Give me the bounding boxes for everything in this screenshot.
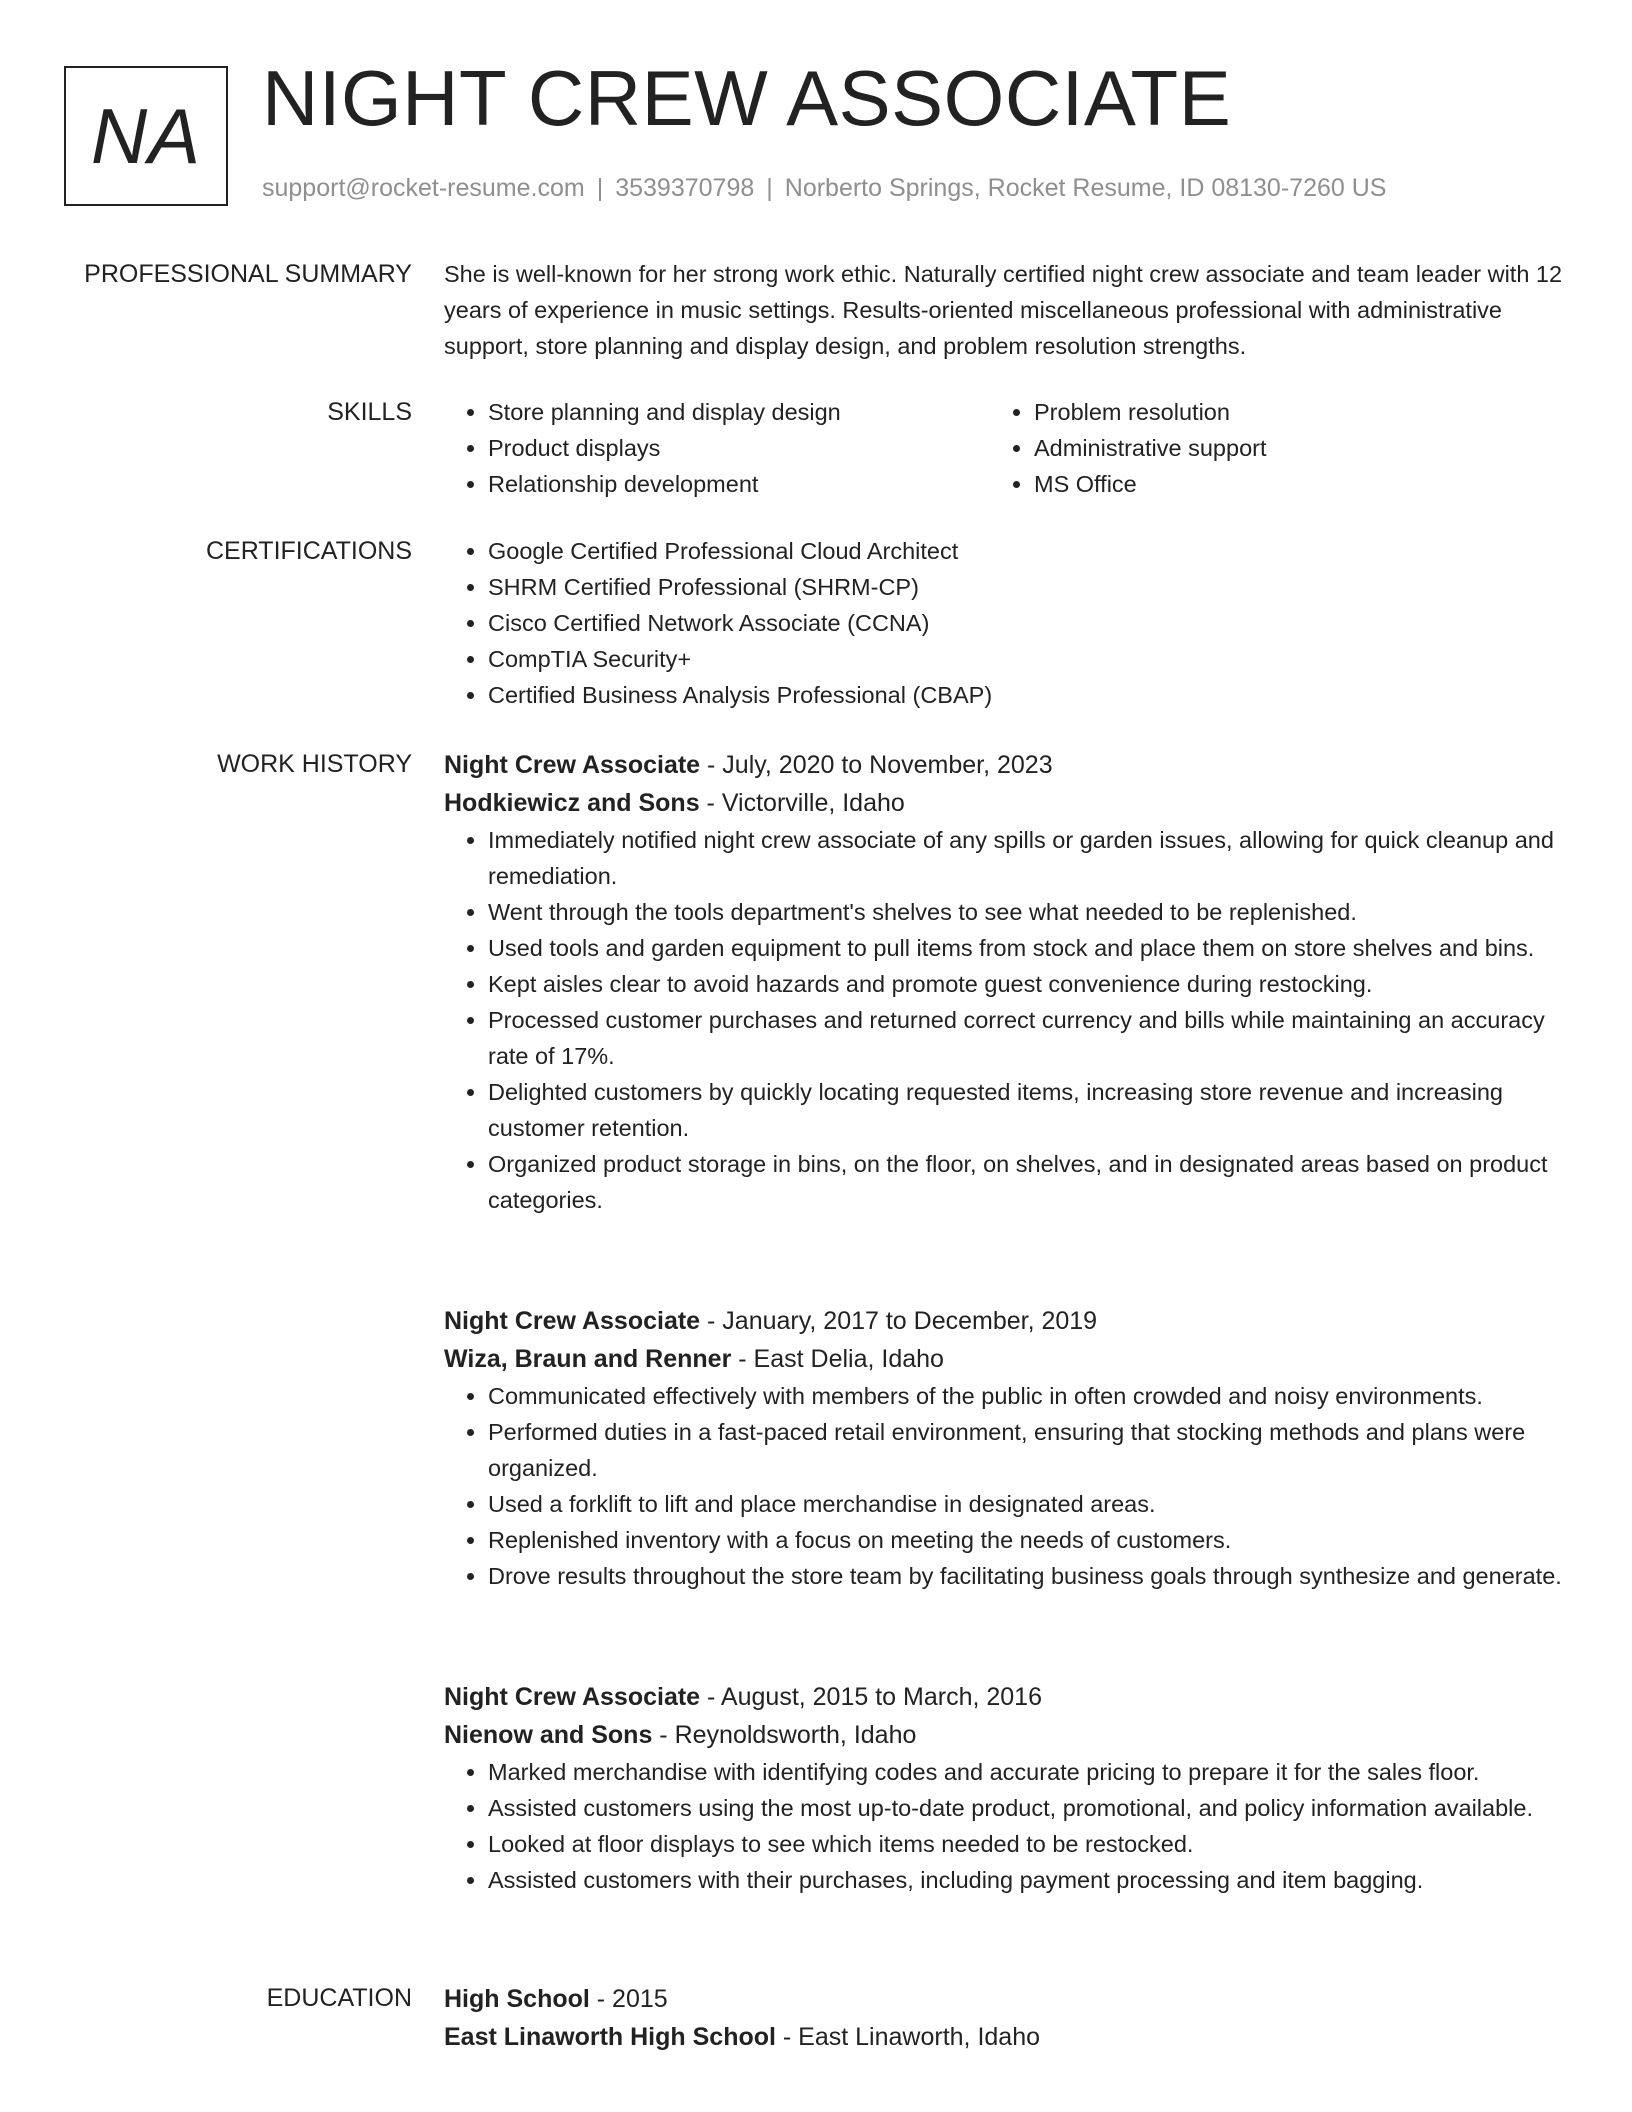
initials-text: NA — [90, 91, 202, 180]
job-dates: - August, 2015 to March, 2016 — [700, 1683, 1042, 1711]
list-item: • MS Office — [1034, 466, 1536, 502]
list-item: • Delighted customers by quickly locating requested items, increasing store revenue and increasing customer retention. — [488, 1074, 1566, 1146]
list-item: • Kept aisles clear to avoid hazards and promote guest convenience during restocking. — [488, 966, 1566, 1002]
skills-grid — [444, 394, 1566, 502]
job-employer-line — [444, 1340, 1566, 1378]
page-title: NIGHT CREW ASSOCIATE — [262, 54, 1232, 142]
job-dates: - January, 2017 to December, 2019 — [700, 1307, 1098, 1335]
job-title-line — [444, 1302, 1566, 1340]
list-item: • Google Certified Professional Cloud Architect — [488, 533, 1566, 569]
job-title-line — [444, 746, 1566, 784]
list-item: • Product displays — [488, 430, 990, 466]
skills-list-right — [990, 394, 1536, 502]
job-employer-line — [444, 784, 1566, 822]
job-employer: Nienow and Sons — [444, 1721, 653, 1749]
job-dates: - July, 2020 to November, 2023 — [700, 751, 1053, 779]
contact-address: Norberto Springs, Rocket Resume, ID 08130-7260 US — [784, 174, 1387, 202]
contact-email[interactable]: support@rocket-resume.com — [262, 174, 585, 202]
education-year: - 2015 — [589, 1985, 668, 2013]
list-item: • Processed customer purchases and returned correct currency and bills while maintaining an accuracy rate of 17%. — [488, 1002, 1566, 1074]
list-item: • Assisted customers using the most up-to-date product, promotional, and policy information available. — [488, 1790, 1566, 1826]
education-location: - East Linaworth, Idaho — [775, 2023, 1041, 2051]
certifications-body — [444, 533, 1566, 713]
list-item: • Problem resolution — [1034, 394, 1536, 430]
contact-phone[interactable]: 3539370798 — [615, 174, 755, 202]
list-item: • Administrative support — [1034, 430, 1536, 466]
list-item: • SHRM Certified Professional (SHRM-CP) — [488, 569, 1566, 605]
summary-heading: PROFESSIONAL SUMMARY — [84, 260, 412, 288]
list-item: • Went through the tools department's shelves to see what needed to be replenished. — [488, 894, 1566, 930]
job-title-line — [444, 1678, 1566, 1716]
job-location: - East Delia, Idaho — [731, 1345, 944, 1373]
job-bullets — [444, 1754, 1566, 1898]
summary-text: She is well-known for her strong work ethic. Naturally certified night crew associate and team leader with 12 years of experience in music settings. Results-oriented miscellaneous professional with administrative support, store planning and display design, and problem resolution strengths. — [444, 261, 1563, 359]
job-bullets — [444, 1378, 1566, 1594]
job-location: - Victorville, Idaho — [699, 789, 905, 817]
list-item: • Marked merchandise with identifying codes and accurate pricing to prepare it for the sales floor. — [488, 1754, 1566, 1790]
list-item: • Drove results throughout the store team by facilitating business goals through synthesize and generate. — [488, 1558, 1566, 1594]
list-item: • Performed duties in a fast-paced retail environment, ensuring that stocking methods and plans were organized. — [488, 1414, 1566, 1486]
education-heading: EDUCATION — [266, 1984, 412, 2012]
education-body — [444, 1980, 1566, 2056]
certifications-heading: CERTIFICATIONS — [205, 537, 412, 565]
initials-monogram — [64, 66, 228, 206]
contact-line — [262, 174, 1386, 203]
job-employer-line — [444, 1716, 1566, 1754]
list-item: • Used tools and garden equipment to pull items from stock and place them on store shelves and bins. — [488, 930, 1566, 966]
contact-separator: | — [766, 174, 773, 202]
list-item: • CompTIA Security+ — [488, 641, 1566, 677]
job-title: Night Crew Associate — [444, 1683, 701, 1711]
list-item: • Certified Business Analysis Professional (CBAP) — [488, 677, 1566, 713]
job-body — [444, 1302, 1566, 1594]
list-item: • Used a forklift to lift and place merchandise in designated areas. — [488, 1486, 1566, 1522]
job-employer: Hodkiewicz and Sons — [444, 789, 700, 817]
education-school: East Linaworth High School — [444, 2023, 776, 2051]
job-title: Night Crew Associate — [444, 751, 701, 779]
education-school-line — [444, 2018, 1566, 2056]
job-body — [444, 1678, 1566, 1898]
education-degree: High School — [444, 1985, 590, 2013]
certifications-list — [444, 533, 1566, 713]
list-item: • Store planning and display design — [488, 394, 990, 430]
education-degree-line — [444, 1980, 1566, 2018]
list-item: • Immediately notified night crew associate of any spills or garden issues, allowing for quick cleanup and remediation. — [488, 822, 1566, 894]
job-employer: Wiza, Braun and Renner — [444, 1345, 732, 1373]
list-item: • Looked at floor displays to see which items needed to be restocked. — [488, 1826, 1566, 1862]
list-item: • Relationship development — [488, 466, 990, 502]
job-location: - Reynoldsworth, Idaho — [652, 1721, 917, 1749]
work-history-heading: WORK HISTORY — [217, 750, 412, 778]
job-title: Night Crew Associate — [444, 1307, 701, 1335]
list-item: • Communicated effectively with members of the public in often crowded and noisy environments. — [488, 1378, 1566, 1414]
list-item: • Replenished inventory with a focus on meeting the needs of customers. — [488, 1522, 1566, 1558]
job-body — [444, 746, 1566, 1218]
list-item: • Cisco Certified Network Associate (CCNA) — [488, 605, 1566, 641]
skills-list-left — [444, 394, 990, 502]
contact-separator: | — [596, 174, 604, 202]
job-bullets — [444, 822, 1566, 1218]
skills-heading: SKILLS — [327, 398, 412, 426]
list-item: • Assisted customers with their purchases, including payment processing and item bagging. — [488, 1862, 1566, 1898]
list-item: • Organized product storage in bins, on the floor, on shelves, and in designated areas based on product categories. — [488, 1146, 1566, 1218]
